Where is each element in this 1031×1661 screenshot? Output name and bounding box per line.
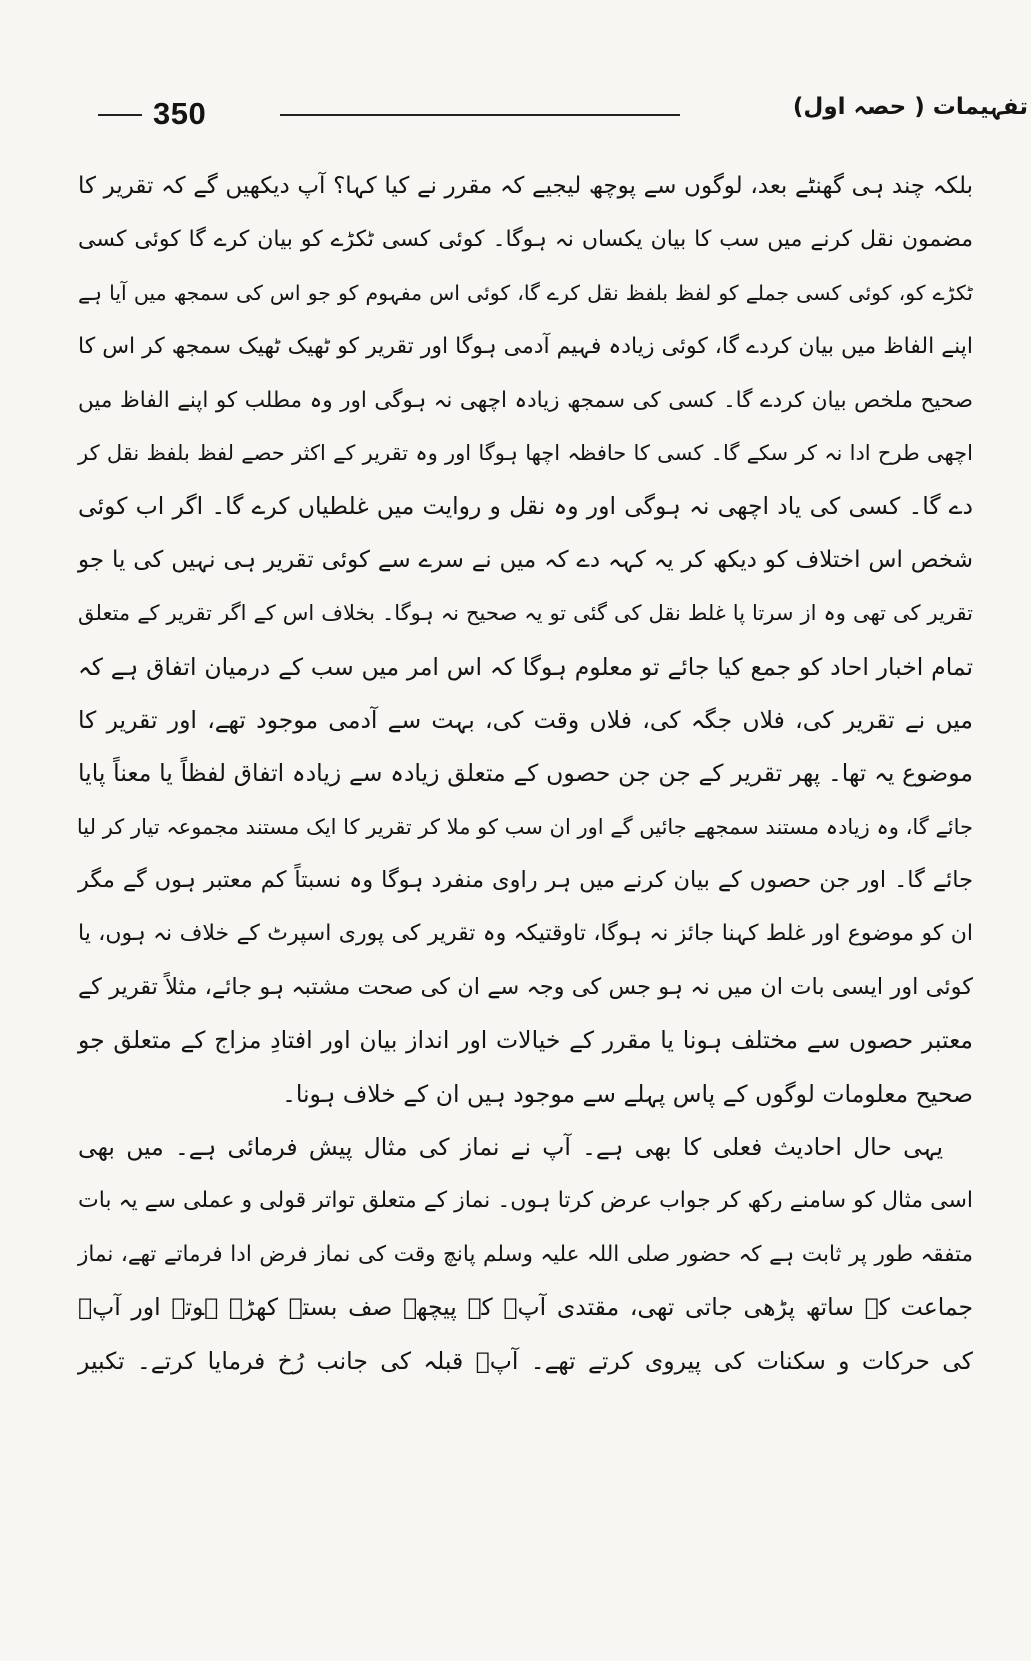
text-line: کی حرکات و سکنات کی پیروی کرتے تھے۔ آپؐ قبلہ کی جانب رُخ فرمایا کرتے۔ تکبیر: [78, 1346, 973, 1375]
text-line: مضمون نقل کرنے میں سب کا بیان یکساں نہ ہوگا۔ کوئی کسی ٹکڑے کو بیان کرے گا کوئی کسی: [78, 227, 973, 253]
text-line: ٹکڑے کو، کوئی کسی جملے کو لفظ بلفظ نقل کرے گا، کوئی اس مفہوم کو جو اس کی سمجھ میں آیا ہے: [78, 280, 973, 305]
text-line: اسی مثال کو سامنے رکھ کر جواب عرض کرتا ہوں۔ نماز کے متعلق تواتر قولی و عملی سے یہ بات: [78, 1188, 973, 1214]
text-line: ان کو موضوع اور غلط کہنا جائز نہ ہوگا، تاوقتیکہ وہ تقریر کی پوری اسپرٹ کے خلاف نہ ہوں، یا: [78, 921, 973, 947]
text-line: جماعت کے ساتھ پڑھی جاتی تھی، مقتدی آپؐ کے پیچھے صف بستہ کھڑے ہوتے اور آپؐ: [78, 1293, 973, 1322]
page-number: 350: [153, 96, 207, 131]
running-title: تفہیمات ( حصہ اول): [792, 94, 1028, 120]
text-line: دے گا۔ کسی کی یاد اچھی نہ ہوگی اور وہ نقل و روایت میں غلطیاں کرے گا۔ اگر اب کوئی: [78, 492, 973, 521]
text-line: اپنے الفاظ میں بیان کردے گا، کوئی زیادہ فہیم آدمی ہوگا اور تقریر کو ٹھیک ٹھیک سمجھ کر اس کا: [78, 334, 973, 360]
text-line: کوئی اور ایسی بات ان میں نہ ہو جس کی وجہ سے ان کی صحت مشتبہ ہو جائے، مثلاً تقریر کے: [78, 973, 973, 1000]
text-line: بلکہ چند ہی گھنٹے بعد، لوگوں سے پوچھ لیجیے کہ مقرر نے کیا کہا؟ آپ دیکھیں گے کہ تقریر کا: [78, 173, 973, 199]
text-line: موضوع یہ تھا۔ پھر تقریر کے جن جن حصوں کے متعلق زیادہ سے زیادہ اتفاق لفظاً یا معناً پایا: [78, 759, 973, 788]
body-text: [78, 160, 973, 1388]
text-line: جائے گا، وہ زیادہ مستند سمجھے جائیں گے اور ان سب کو ملا کر تقریر کا ایک مستند مجموعہ تیار کر لیا: [76, 814, 973, 839]
text-line: صحیح ملخص بیان کردے گا۔ کسی کی سمجھ زیادہ اچھی نہ ہوگی اور وہ مطلب کو اپنے الفاظ میں: [78, 387, 973, 413]
header-rule-middle: [280, 114, 680, 116]
text-line: معتبر حصوں سے مختلف ہونا یا مقرر کے خیالات اور انداز بیان اور افتادِ مزاج کے متعلق جو: [78, 1026, 973, 1055]
page-header: [98, 92, 1028, 142]
text-line: میں نے تقریر کی، فلاں جگہ کی، فلاں وقت کی، بہت سے آدمی موجود تھے، اور تقریر کا: [78, 705, 973, 734]
paragraph-end-line: صحیح معلومات لوگوں کے پاس پہلے سے موجود ہیں ان کے خلاف ہونا۔: [282, 1079, 973, 1108]
text-line: جائے گا۔ اور جن حصوں کے بیان کرنے میں ہر راوی منفرد ہوگا وہ نسبتاً کم معتبر ہوں گے مگر: [78, 867, 973, 894]
paragraph-start-line: یہی حال احادیث فعلی کا بھی ہے۔ آپ نے نماز کی مثال پیش فرمائی ہے۔ میں بھی: [78, 1133, 943, 1162]
text-line: تقریر کی تھی وہ از سرتا پا غلط نقل کی گئی تو یہ صحیح نہ ہوگا۔ بخلاف اس کے اگر تقریر کے متعلق: [78, 601, 973, 626]
text-line: تمام اخبار احاد کو جمع کیا جائے تو معلوم ہوگا کہ اس امر میں سب کے درمیان اتفاق ہے کہ: [78, 652, 973, 681]
text-line: شخص اس اختلاف کو دیکھ کر یہ کہہ دے کہ میں نے سرے سے کوئی تقریر ہی نہیں کی یا جو: [78, 546, 973, 573]
text-line: اچھی طرح ادا نہ کر سکے گا۔ کسی کا حافظہ اچھا ہوگا اور وہ تقریر کے اکثر حصے لفظ بلفظ نقل کر: [78, 440, 973, 465]
text-line: متفقہ طور پر ثابت ہے کہ حضور صلی اللہ علیہ وسلم پانچ وقت کی نماز فرض ادا فرماتے تھے، نماز: [78, 1241, 973, 1267]
header-rule-left: [98, 114, 142, 116]
